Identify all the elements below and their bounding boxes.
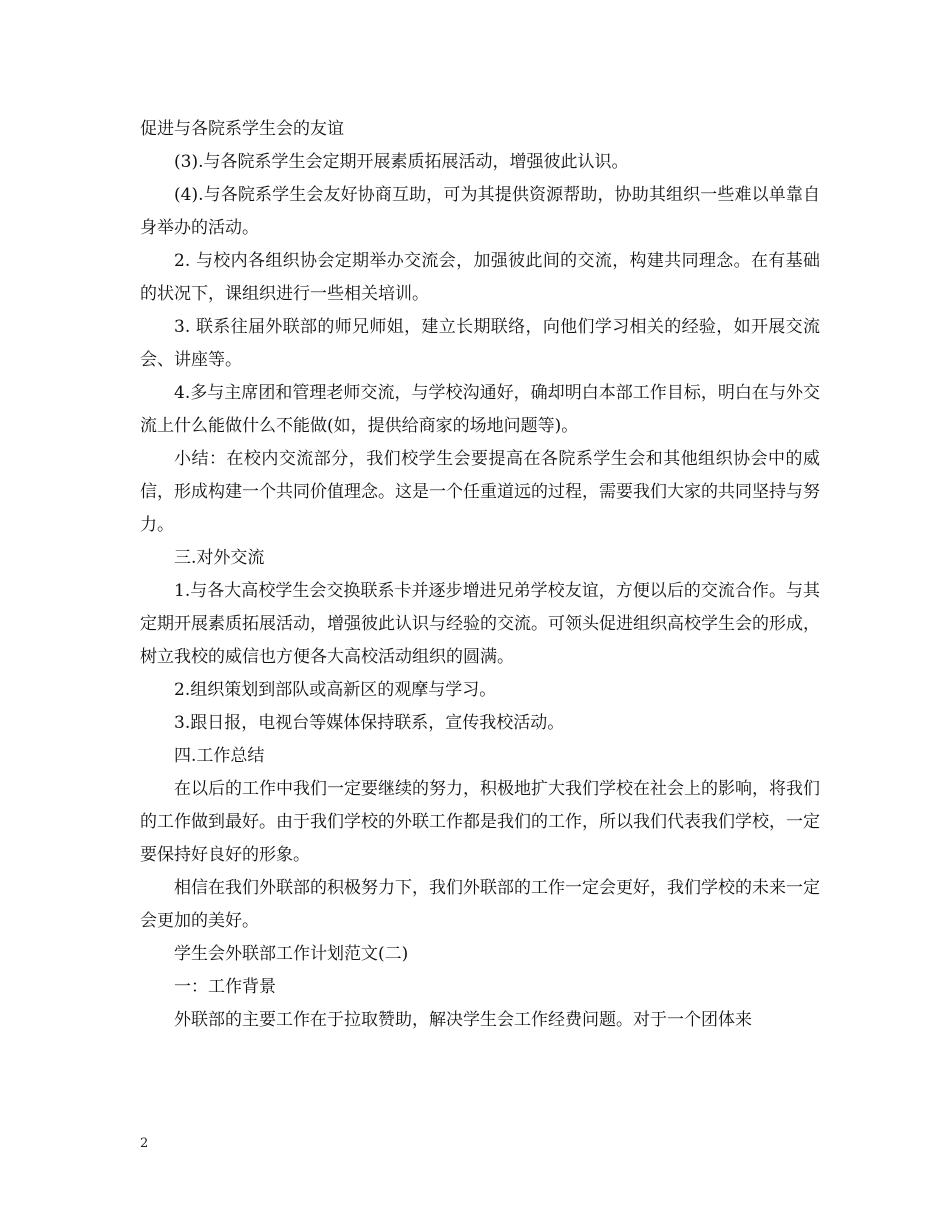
paragraph: 促进与各院系学生会的友谊 [140,119,344,139]
paragraph: 3. 联系往届外联部的师兄师姐，建立长期联络，向他们学习相关的经验，如开展交流会、讲座等。 [140,317,820,370]
paragraph: (3).与各院系学生会定期开展素质拓展活动，增强彼此认识。 [174,152,629,172]
paragraph: 学生会外联部工作计划范文(二) [174,944,409,964]
page-number: 2 [140,1136,149,1151]
paragraph: 四.工作总结 [174,746,265,766]
paragraph: 3.跟日报，电视台等媒体保持联系，宣传我校活动。 [174,713,565,733]
paragraph: (4).与各院系学生会友好协商互助，可为其提供资源帮助，协助其组织一些难以单靠自身举办的活动。 [140,185,820,238]
paragraph: 1.与各大高校学生会交换联系卡并逐步增进兄弟学校友谊，方便以后的交流合作。与其定期开展素质拓展活动，增强彼此认识与经验的交流。可领头促进组织高校学生会的形成，树立我校的威信也方便各大高校活动组织的圆满。 [140,581,820,667]
paragraph: 2. 与校内各组织协会定期举办交流会，加强彼此间的交流，构建共同理念。在有基础的状况下，课组织进行一些相关培训。 [140,251,820,304]
paragraph: 在以后的工作中我们一定要继续的努力，积极地扩大我们学校在社会上的影响，将我们的工作做到最好。由于我们学校的外联工作都是我们的工作，所以我们代表我们学校，一定要保持好良好的形象。 [140,779,820,865]
paragraph: 相信在我们外联部的积极努力下，我们外联部的工作一定会更好，我们学校的未来一定会更加的美好。 [140,878,820,931]
paragraph: 三.对外交流 [174,548,265,568]
document-body [140,113,820,1037]
paragraph: 小结：在校内交流部分，我们校学生会要提高在各院系学生会和其他组织协会中的威信，形成构建一个共同价值理念。这是一个任重道远的过程，需要我们大家的共同坚持与努力。 [140,449,820,535]
paragraph: 一：工作背景 [174,977,276,997]
paragraph: 2.组织策划到部队或高新区的观摩与学习。 [174,680,497,700]
paragraph: 外联部的主要工作在于拉取赞助，解决学生会工作经费问题。对于一个团体来 [174,1010,752,1030]
paragraph: 4.多与主席团和管理老师交流，与学校沟通好，确却明白本部工作目标，明白在与外交流上什么能做什么不能做(如，提供给商家的场地问题等)。 [140,383,820,436]
